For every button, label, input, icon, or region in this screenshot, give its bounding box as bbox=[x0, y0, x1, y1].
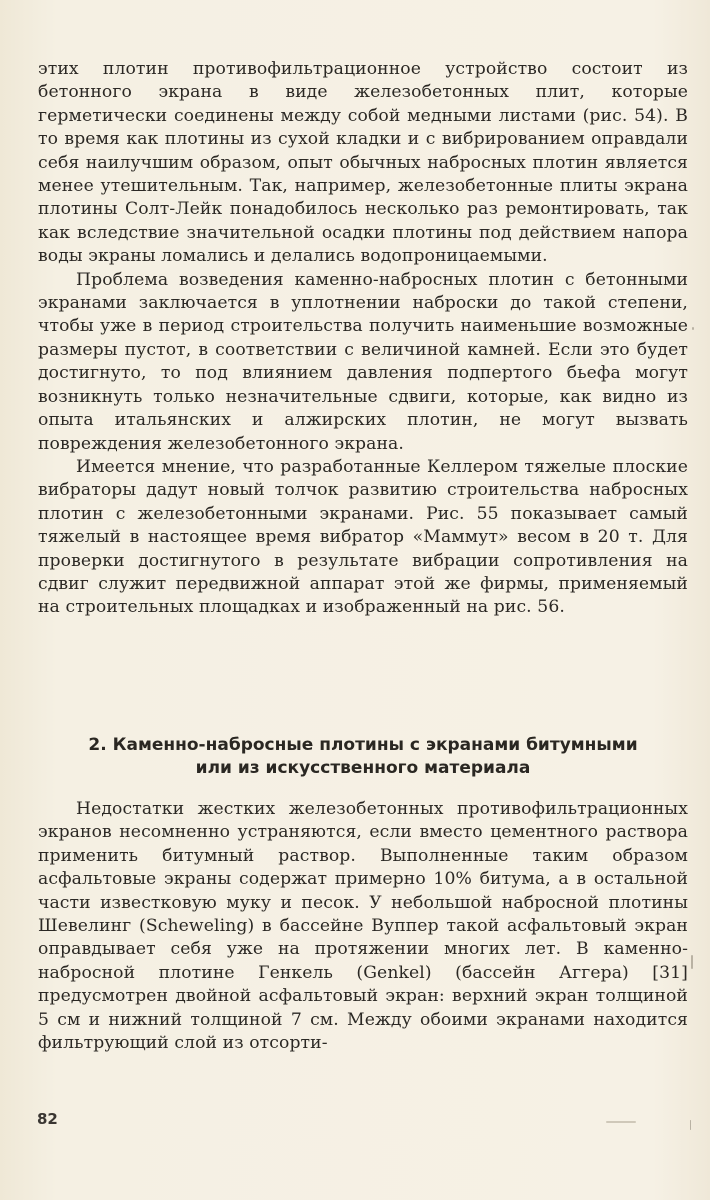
section-heading-line-1: 2. Каменно-набросные плотины с экранами битумными bbox=[88, 735, 638, 755]
print-speck bbox=[690, 1120, 691, 1130]
paragraph-problem: Проблема возведения каменно-набросных плотин с бетонными экранами заключается в уплотнении наброски до такой степени, чтобы уже в период строительства получить наименьшие возможные размеры пустот, в соответствии с величиной камней. Если это будет достигнуто, то под влиянием давления подпертого бьефа могут возникнуть только незначительные сдвиги, которые, как видно из опыта итальянских и алжирских плотин, не могут вызвать повреждения железобетонного экрана. bbox=[38, 269, 688, 454]
paragraph-vibrators: Имеется мнение, что разработанные Келлером тяжелые плоские вибраторы дадут новый толчок развитию строительства набросных плотин с железобетонными экранами. Рис. 55 показывает самый тяжелый в настоящее время вибратор «Маммут» весом в 20 т. Для проверки достигнутого в результате вибрации сопротивления на сдвиг служит передвижной аппарат этой же фирмы, применяемый на строительных площадках и изображенный на рис. 56. bbox=[38, 456, 688, 618]
paragraph-asphalt-screens: Недостатки жестких железобетонных противофильтрационных экранов несомненно устраняются, если вместо цементного раствора применить битумный раствор. Выполненные таким образом асфальтовые экраны содержат примерно 10% битума, а в остальной части известковую муку и песок. У небольшой набросной плотины Шевелинг (Scheweling) в бассейне Вуппер такой асфальтовый экран оправдывает себя уже на протяжении многих лет. В каменно-набросной плотине Генкель (Genkel) (бассейн Аггера) [31] предусмотрен двойной асфальтовый экран: верхний экран толщиной 5 см и нижний толщиной 7 см. Между обоими экранами находится фильтрующий слой из отсорти- bbox=[38, 799, 688, 1054]
print-speck bbox=[606, 1121, 636, 1123]
text-before-heading bbox=[38, 58, 688, 620]
text-after-heading bbox=[38, 798, 688, 1055]
page-number: 82 bbox=[37, 1110, 58, 1128]
paragraph-continuation: этих плотин противофильтрационное устройство состоит из бетонного экрана в виде железобетонных плит, которые герметически соединены между собой медными листами (рис. 54). В то время как плотины из сухой кладки и с вибрированием оправдали себя наилучшим образом, опыт обычных набросных плотин является менее утешительным. Так, например, железобетонные плиты экрана плотины Солт-Лейк понадобилось несколько раз ремонтировать, так как вследствие значительной осадки плотины под действием напора воды экраны ломались и делались водопроницаемыми. bbox=[38, 59, 688, 267]
section-heading-line-2: или из искусственного материала bbox=[195, 758, 531, 778]
section-heading bbox=[38, 734, 688, 780]
print-speck bbox=[692, 327, 694, 330]
print-speck bbox=[691, 955, 693, 969]
